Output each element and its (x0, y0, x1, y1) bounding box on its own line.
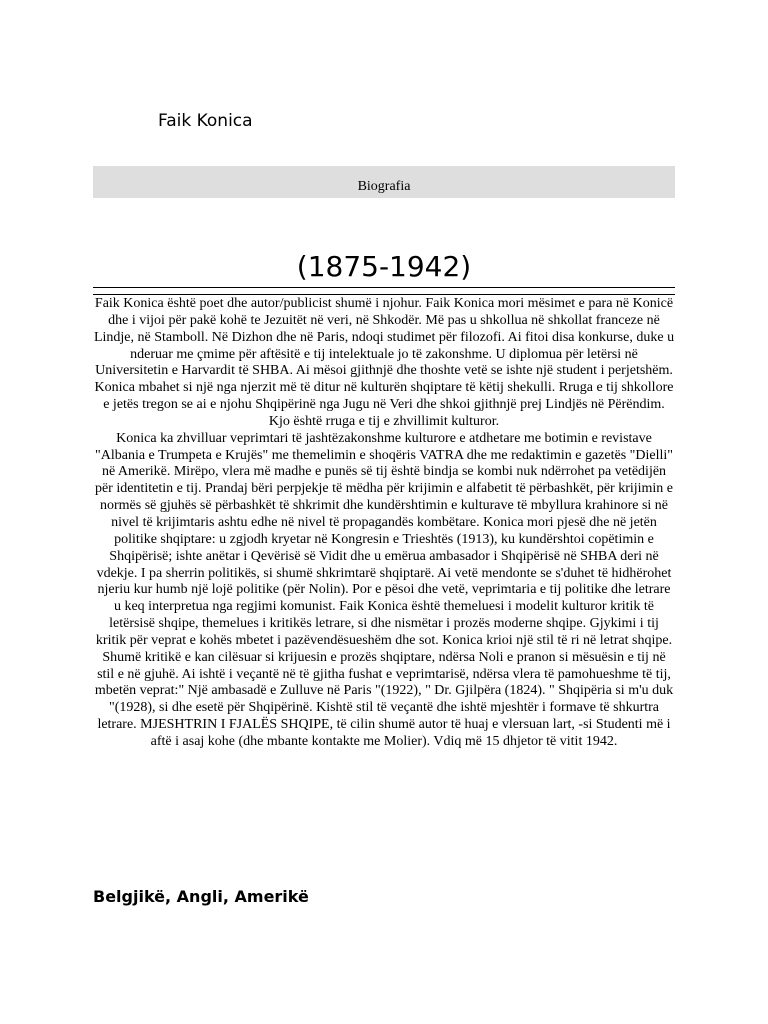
biography-text (93, 296, 675, 751)
section-heading: Belgjikë, Angli, Amerikë (93, 887, 309, 906)
divider-bottom (93, 294, 675, 295)
biography-paragraph: Faik Konica është poet dhe autor/publicist shumë i njohur. Faik Konica mori mësimet e para në Konicë dhe i vijoi për pakë kohë te Jezuitët në veri, në Shkodër. Më pas u shkollua në shkollat franceze në Lindje, në Stamboll. Në Dizhon dhe në Paris, ndoqi studimet për filozofi. Ai fitoi disa konkurse, duke u nderuar me çmime për aftësitë e tij intelektuale jo të zakonshme. U diplomua për letërsi në Universitetin e Harvardit të SHBA. Ai mësoi gjithnjë dhe thoshte vetë se ishte një student i perjetshëm. Konica mbahet si një nga njerzit më të ditur në kulturën shqiptare të këtij shekulli. Rruga e tij shkollore e jetës tregon se ai e njohu Shqipërinë nga Jugu në Veri dhe shkoi gjithnjë prej Lindjës në Përëndim. Kjo është rruga e tij e zhvillimit kulturor. (93, 296, 675, 429)
lifespan-years: (1875-1942) (296, 250, 472, 283)
section-label: Biografia (357, 179, 411, 194)
biography-paragraph: Konica ka zhvilluar veprimtari të jashtëzakonshme kulturore e atdhetare me botimin e revistave "Albania e Trumpeta e Krujës" me themelimin e shoqëris VATRA dhe me redaktimin e gazetës "Dielli" në Amerikë. Mirëpo, vlera më madhe e punës së tij është bindja se kombi nuk ndërrohet pa vetëdijën për identitetin e tij. Prandaj bëri perpjekje të mëdha për krijimin e alfabetit të përbashkët, për krijimin e normës së gjuhës së përbashkët të shkrimit dhe kundërshtimin e kulturave të mbyllura krahinore si në nivel të krijimtaris ashtu edhe në nivel të propagandës kombëtare. Konica mori pjesë dhe në jetën politike shqiptare: u zgjodh kryetar në Kongresin e Trieshtës (1913), ku kundërshtoi copëtimin e Shqipërisë; ishte anëtar i Qevërisë së Vidit dhe u emërua ambasador i Shqipërisë në SHBA deri në vdekje. I pa sherrin politikës, si shumë shkrimtarë shqiptarë. Ai vetë mendonte se s'duhet të hidhërohet njeriu kur humb një lojë politike (për Nolin). Por e pësoi dhe vetë, veprimtaria e tij politike dhe letrare u keq interpretua nga regjimi komunist. Faik Konica është themeluesi i modelit kulturor kritik të letërsisë shqipe, themelues i kritikës letrare, si dhe nismëtar i prozës moderne shqipe. Gjykimi i tij kritik për veprat e kohës mbetet i pazëvendësueshëm dhe sot. Konica krioi një stil të ri në letrat shqipe. Shumë kritikë e kan cilësuar si krijuesin e prozës shqiptare, ndërsa Noli e pranon si mësuësin e tij në stil e në gjuhë. Ai ishtë i veçantë në të gjitha fushat e veprimtarisë, ndërsa vlera të pamohueshme të tij, mbetën veprat:" Një ambasadë e Zulluve në Paris "(1922), " Dr. Gjilpëra (1824). " Shqipëria si m'u duk "(1928), si dhe esetë për Shqipërinë. Kishtë stil të veçantë dhe ishtë mjeshtër i formave të shkurtra letrare. MJESHTRIN I FJALËS SHQIPE, të cilin shumë autor të huaj e vlersuan lart, -si Studenti më i aftë i asaj kohe (dhe mbante kontakte me Molier). Vdiq më 15 dhjetor të vitit 1942. (94, 430, 674, 749)
divider-top (93, 287, 675, 288)
author-name: Faik Konica (158, 111, 253, 131)
section-label-bar (93, 166, 675, 198)
